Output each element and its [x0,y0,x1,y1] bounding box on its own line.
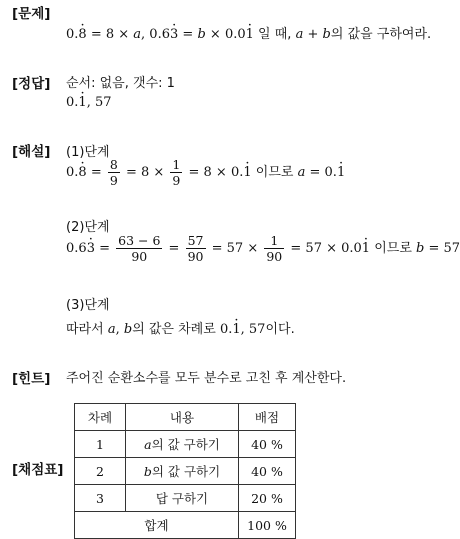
rubric-order: 2 [75,458,126,485]
rubric-points: 20 % [239,485,296,512]
rubric-points: 40 % [239,458,296,485]
rubric-label: [채점표] [12,462,64,478]
table-row [75,458,296,485]
solution-step-2-label: (2)단계 [66,220,110,235]
solution-step-1-label: (1)단계 [66,145,110,160]
hint-text: 주어진 순환소수를 모두 분수로 고친 후 계산한다. [66,371,347,386]
problem-label: [문제] [12,6,51,22]
rubric-content: 답 구하기 [126,485,239,512]
hint-label: [힌트] [12,371,51,387]
rubric-order: 1 [75,431,126,458]
solution-step-1-equation: 0.· 8 = $\frac{8}{9}$ = 8 × $\frac{1}{9}$ = 8 × 0.· 1 이므로 a = 0.· 1 [66,157,345,188]
solution-step-2-equation: 0.6· 3 = $\frac{63 - 6}{90}$ = $\frac{57}{90}$ = 57 × $\frac{1}{90}$ = 57 × 0.0· 1 이므로 b = 57 [66,233,460,264]
rubric-header-content: 내용 [126,404,239,431]
rubric-total-row [75,512,296,539]
rubric-header-order: 차례 [75,404,126,431]
table-row [75,431,296,458]
problem-text: 0.· 8 = 8 × a, 0.6· 3 = b × 0.0· 1 일 때, a + b의 값을 구하여라. [66,23,431,42]
solution-step-3-label: (3)단계 [66,298,110,313]
rubric-content: a의 값 구하기 [126,431,239,458]
rubric-content: b의 값 구하기 [126,458,239,485]
rubric-table [74,403,296,539]
rubric-header-row [75,404,296,431]
solution-label: [해설] [12,144,51,160]
solution-step-3-text: 따라서 a, b의 값은 차례로 0.· 1, 57이다. [66,318,295,337]
answer-meta: 순서: 없음, 갯수: 1 [66,76,175,91]
rubric-points: 40 % [239,431,296,458]
rubric-total-points: 100 % [239,512,296,539]
rubric-header-points: 배점 [239,404,296,431]
rubric-order: 3 [75,485,126,512]
rubric-total-label: 합계 [75,512,239,539]
answer-values: 0.· 1, 57 [66,95,112,110]
answer-label: [정답] [12,76,51,92]
table-row [75,485,296,512]
